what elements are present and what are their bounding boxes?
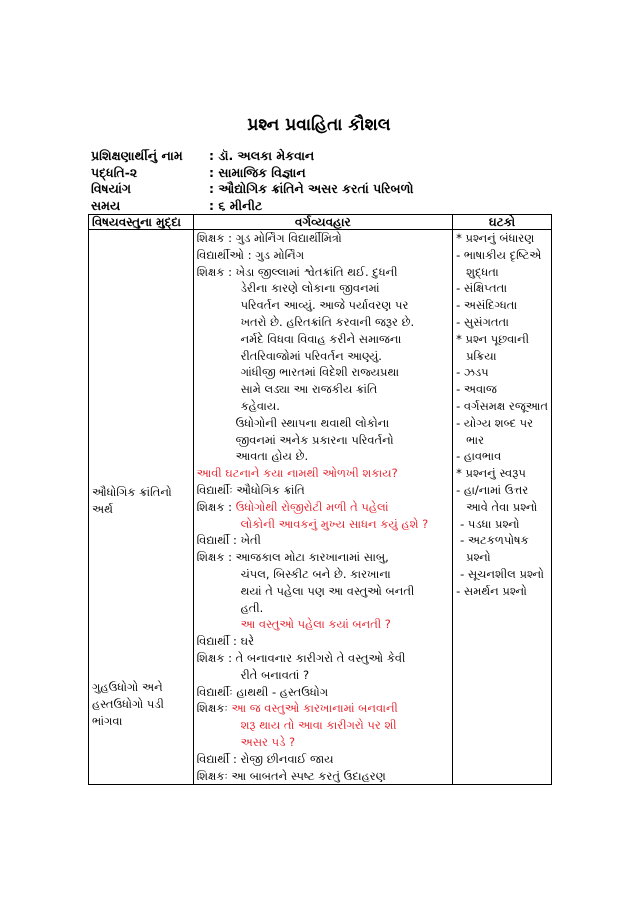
dialogue-line: જીવનમાં અનેક પ્રકારના પરિવર્તનો (235, 432, 394, 447)
meta-value: : ૬ મીનીટ (209, 197, 263, 213)
topic-line: ગુહઉધોગો અને (92, 680, 163, 694)
dialogue-line: વિદ્યાર્થી : રોજી છીનવાઈ જાય (196, 751, 334, 766)
dialogue-line: થયાં તે પહેલા પણ આ વસ્તુઓ બનતી (240, 583, 415, 598)
component-item: - પડધા પ્રશ્નો (460, 516, 520, 531)
meta-label: વિષયાંગ (91, 181, 132, 196)
topic-cell (89, 230, 194, 785)
meta-label: પદ્ધતિ-૨ (91, 164, 138, 180)
component-item: - યોગ્ય શબ્દ પર (456, 415, 534, 430)
component-item: * પ્રશ્નનું બંધારણ (456, 231, 535, 245)
dialogue-line: ગાંધીજી ભારતમાં વિદેશી રાજ્યપ્રથા (240, 365, 400, 380)
dialogue-line: ખતરો છે. હરિતક્રાંતિ કરવાની જરૂર છે. (240, 314, 415, 329)
dialogue-line: કહેવાય. (240, 398, 280, 413)
dialogue-line: ઉધોગોની સ્થાપના થવાથી લોકોના (235, 415, 390, 430)
dialogue-line: નર્મદે વિધવા વિવાહ કરીને સમાજના (240, 331, 402, 346)
dialogue-line: વિદ્યાર્થીઃ હાથથી - હસ્તઉધોગ (196, 684, 329, 699)
question-line: લોકોની આવકનું મુખ્ય સાધન કયું હશે ? (240, 516, 429, 531)
meta-row-subtopic (91, 181, 551, 198)
page-title: પ્રશ્ન પ્રવાહિતા કૌશલ (247, 115, 391, 135)
component-item: આવે તેવા પ્રશ્નો (466, 499, 538, 514)
meta-value: : સામાજિક વિજ્ઞાન (209, 164, 306, 180)
component-item: - સંક્ષિપ્તતા (456, 281, 508, 296)
dialogue-line: વિદ્યાર્થીઓ : ગુડ મોર્નિંગ (196, 247, 305, 262)
meta-label: સમય (91, 197, 121, 213)
dialogue-line (197, 499, 450, 516)
speaker-label: શિક્ષક : (196, 499, 236, 514)
meta-label: પ્રશિક્ષણાર્થીનું નામ (91, 148, 183, 163)
component-item: - હાવભાવ (456, 449, 502, 464)
component-item: શુદ્ધતા (466, 264, 499, 279)
header-topic: વિષયવસ્તુના મુદ્દા (89, 215, 194, 230)
table-body-row (89, 230, 552, 785)
question-text: આ જ વસ્તુઓ કારખાનામાં બનવાની (231, 701, 398, 716)
table-header-row (89, 215, 552, 230)
header-components: ઘટકો (453, 215, 552, 230)
question-line: શરૂ થાય તો આવા કારીગરો પર શી (240, 718, 397, 733)
component-item: - અસંદિગ્ધતા (456, 298, 518, 313)
component-item: - સુસંગતતા (456, 314, 509, 329)
component-item: પ્રશ્નો (466, 550, 491, 565)
dialogue-line: શિક્ષક : તે બનાવનાર કારીગરો તે વસ્તુઓ કેવી (196, 650, 406, 665)
dialogue-line: વિદ્યાર્થી : ખેતી (196, 533, 261, 548)
question-line: અસર પડે ? (240, 734, 296, 749)
component-item: - ઝડપ (456, 365, 489, 380)
dialogue-line: શિક્ષક : ખેડા જીલ્લામાં શ્વેતક્રાંતિ થઈ. દુધની (196, 264, 398, 279)
meta-row-trainee (91, 148, 551, 165)
topic-line: ભાંગવા (92, 714, 123, 728)
dialogue-line: રીતે બનાવતાં ? (240, 667, 310, 682)
topic-line: ઔધોગિક ક્રાંતિનો (92, 485, 172, 499)
meta-value: : ઔદ્યોગિક ક્રાંતિને અસર કરતાં પરિબળો (209, 181, 414, 196)
interaction-cell (193, 230, 453, 785)
dialogue-line: વિદ્યાર્થીઃ ઔધોગિક ક્રાંતિ (196, 482, 305, 497)
components-cell (453, 230, 552, 785)
topic-line: હસ્તઉધોગો પડી (92, 697, 164, 711)
component-item: - અવાજ (456, 382, 497, 397)
dialogue-line: શિક્ષક : ગુડ મોર્નિંગ વિદ્યાર્થીમિત્રો (196, 231, 342, 245)
meta-row-time (91, 198, 551, 215)
component-item: - અટકળપોષક (460, 533, 529, 548)
component-item: - વર્ગસમક્ષ રજૂઆત (456, 398, 548, 413)
component-item: * પ્રશ્ન પૂછવાની (456, 331, 529, 346)
meta-value: : ડૉ. અલકા મેકવાન (209, 148, 315, 163)
component-item: - સૂચનશીલ પ્રશ્નો (460, 566, 544, 581)
question-line: આવી ઘટનાને કયા નામથી ઓળખી શકાય? (196, 466, 398, 481)
topic-line: અર્થ (92, 502, 113, 516)
meta-row-method (91, 165, 551, 182)
dialogue-line: ચંપલ, બિસ્કીટ બને છે. કારખાના (240, 566, 391, 581)
component-item: * પ્રશ્નનું સ્વરૂપ (456, 466, 526, 481)
dialogue-line: પરિવર્તન આવ્યું. આજે પર્યાવરણ પર (240, 298, 409, 313)
dialogue-line: ડેરીના કારણે લોકાના જીવનમાં (240, 281, 380, 296)
question-line: આ વસ્તુઓ પહેલા કયાં બનતી ? (240, 617, 391, 632)
speaker-label: શિક્ષકઃ (196, 701, 232, 716)
component-item: પ્રક્રિયા (466, 348, 497, 363)
component-item: - ભાષાકીય દૃષ્ટિએ (456, 247, 542, 262)
dialogue-line: રીતરિવાજોમાં પરિવર્તન આણ્યું. (240, 348, 382, 363)
lesson-table (88, 214, 552, 785)
component-item: ભાર (466, 432, 485, 447)
lesson-meta (91, 148, 551, 214)
dialogue-line: વિદ્યાર્થી : ઘરે (196, 634, 255, 649)
component-item: - હા/નામાં ઉત્તર (456, 482, 529, 497)
component-item: - સમર્થન પ્રશ્નો (456, 583, 527, 598)
header-interaction: વર્ગવ્યવહાર (193, 215, 453, 230)
dialogue-line: શિક્ષક : આજકાલ મોટા કારખાનામાં સાબુ, (196, 550, 389, 565)
dialogue-line: સામે લડ્યા આ રાજકીય ક્રાંતિ (240, 382, 378, 397)
dialogue-line: આવતા હોય છે. (235, 449, 309, 464)
dialogue-line (197, 700, 450, 717)
dialogue-line: હતી. (240, 600, 264, 615)
question-text: ઉધોગોથી રોજીરોટી મળી તે પહેલાં (235, 499, 389, 514)
dialogue-line: શિક્ષકઃ આ બાબતને સ્પષ્ટ કરતું ઉદાહરણ (196, 768, 386, 783)
